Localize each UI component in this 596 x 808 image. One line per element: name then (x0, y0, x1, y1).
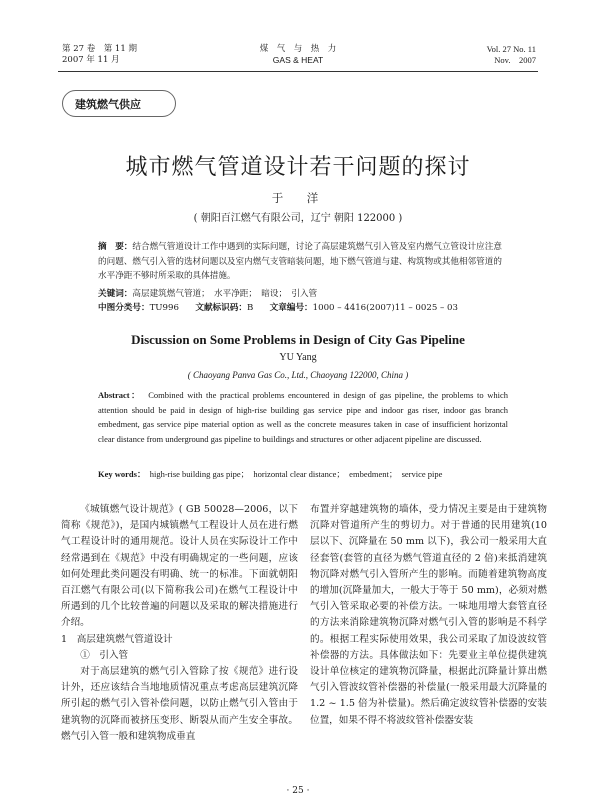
subsection-heading-1: ① 引入管 (80, 649, 129, 661)
abstract-cn (98, 240, 502, 284)
abstract-text: 结合燃气管道设计工作中遇到的实际问题，讨论了高层建筑燃气引入管及室内燃气立管设计应注意的问题、燃气引入管的选材问题以及室内燃气支管暗装问题，地下燃气管道与建、构筑物或其他相邻管道的水平净距不够时所采取的具体措施。 (98, 242, 502, 281)
english-keywords (98, 468, 518, 480)
english-author: YU Yang (279, 352, 317, 363)
section-heading-1: 1 高层建筑燃气管道设计 (61, 633, 173, 645)
clc-label: 中图分类号： (98, 303, 150, 313)
page-number: · 25 · (286, 786, 310, 796)
english-keywords-label: Key words： (98, 469, 146, 479)
keywords-cn (98, 287, 502, 302)
section-tag: 建筑燃气供应 (62, 90, 176, 117)
publication-date-en: Nov. 2007 (494, 55, 536, 65)
abstract-label: 摘 要： (98, 242, 133, 252)
classification (98, 301, 502, 316)
english-keywords-text: high-rise building gas pipe； horizontal clear distance； embedment； service pipe (149, 469, 443, 479)
journal-name-cn: 煤 气 与 热 力 (259, 44, 337, 54)
body-column-right (310, 502, 547, 729)
journal-volume-en (487, 44, 536, 66)
english-abstract-label: Abstract： (98, 390, 142, 400)
body-column-left (61, 502, 298, 745)
keywords-text: 高层建筑燃气管道； 水平净距； 暗设； 引入管 (132, 289, 318, 299)
affiliation: ( 朝阳百江燃气有限公司，辽宁 朝阳 122000 ) (193, 213, 403, 224)
english-abstract-text: Combined with the practical problems encountered in design of gas pipeline, the problems to which attention should be paid in design of high-rise building gas service pipe and indoor gas riser, indoor gas branch embedment, gas service pipe material option as well as the concrete measures taken in case of insufficient horizontal clear distance from underground gas pipeline to buildings and structures or other adjacent pipeline are discussed. (98, 390, 508, 444)
volume-issue-en: Vol. 27 No. 11 (486, 44, 536, 54)
english-title: Discussion on Some Problems in Design of City Gas Pipeline (131, 332, 465, 347)
article-title: 城市燃气管道设计若干问题的探讨 (125, 155, 471, 180)
doc-code-label: 文献标识码： (195, 303, 247, 313)
article-no-value: 1000 – 4416(2007)11 – 0025 – 03 (312, 303, 458, 313)
english-abstract (98, 388, 508, 446)
body-paragraph-3: 布置并穿越建筑物的墙体，受力情况主要是由于建筑物沉降对管道所产生的剪切力。对于普通的民用建筑(10 层以下、沉降量在 50 mm 以下)，我公司一般采用大直径套管(套管的直径为燃气管道直径的 2 倍)来抵消建筑物沉降对燃气引入管所产生的影响。而随着建筑物高度的增加(沉降量加大，一般大于等于 50 mm)，必须对燃气引入管采取必要的补偿方法。一味地用增大套管直径的方法来消除建筑物沉降对燃气引入管的影响是不科学的。根据工程实际使用效果，我公司采取了加设波纹管补偿器的方法。具体做法如下：先要业主单位提供建筑设计单位核定的建筑物沉降量，根据此沉降量计算出燃气引入管波纹管补偿器的补偿量(一般采用最大沉降量的 1.2 ~ 1.5 倍为补偿量)。然后确定波纹管补偿器的安装位置，如果不得不将波纹管补偿器安装 (310, 504, 547, 726)
article-no-label: 文章编号： (269, 303, 313, 313)
volume-issue: 第 27 卷 第 11 期 (62, 44, 137, 54)
body-paragraph-2: 对于高层建筑的燃气引入管除了按《规范》进行设计外，还应该结合当地地质情况重点考虑高层建筑沉降所引起的燃气引入管补偿问题，以防止燃气引入管由于建筑物的沉降而被挤压变形、断裂从而产生安全事故。燃气引入管一般和建筑物成垂直 (61, 666, 298, 742)
author: 于 洋 (271, 191, 325, 205)
english-affiliation: ( Chaoyang Panva Gas Co., Ltd., Chaoyang 122000, China ) (187, 370, 409, 380)
clc-value: TU996 (149, 303, 179, 313)
doc-code-value: B (246, 303, 254, 313)
header-rule (58, 71, 538, 72)
keywords-label: 关键词： (98, 289, 133, 299)
publication-date: 2007 年 11 月 (62, 55, 120, 65)
intro-paragraph: 《城镇燃气设计规范》( GB 50028—2006，以下简称《规范》)，是国内城镇燃气工程设计人员在进行燃气工程设计时的通用规范。设计人员在实际设计工作中经常遇到在《规范》中没有明确规定的一些问题，应该如何处理此类问题没有明确、统一的标准。下面就朝阳百江燃气有限公司(以下简称我公司)在燃气工程设计中所遇到的几个比较普遍的问题以及采取的解决措施进行介绍。 (61, 504, 298, 629)
journal-name-en: GAS & HEAT (272, 55, 324, 65)
